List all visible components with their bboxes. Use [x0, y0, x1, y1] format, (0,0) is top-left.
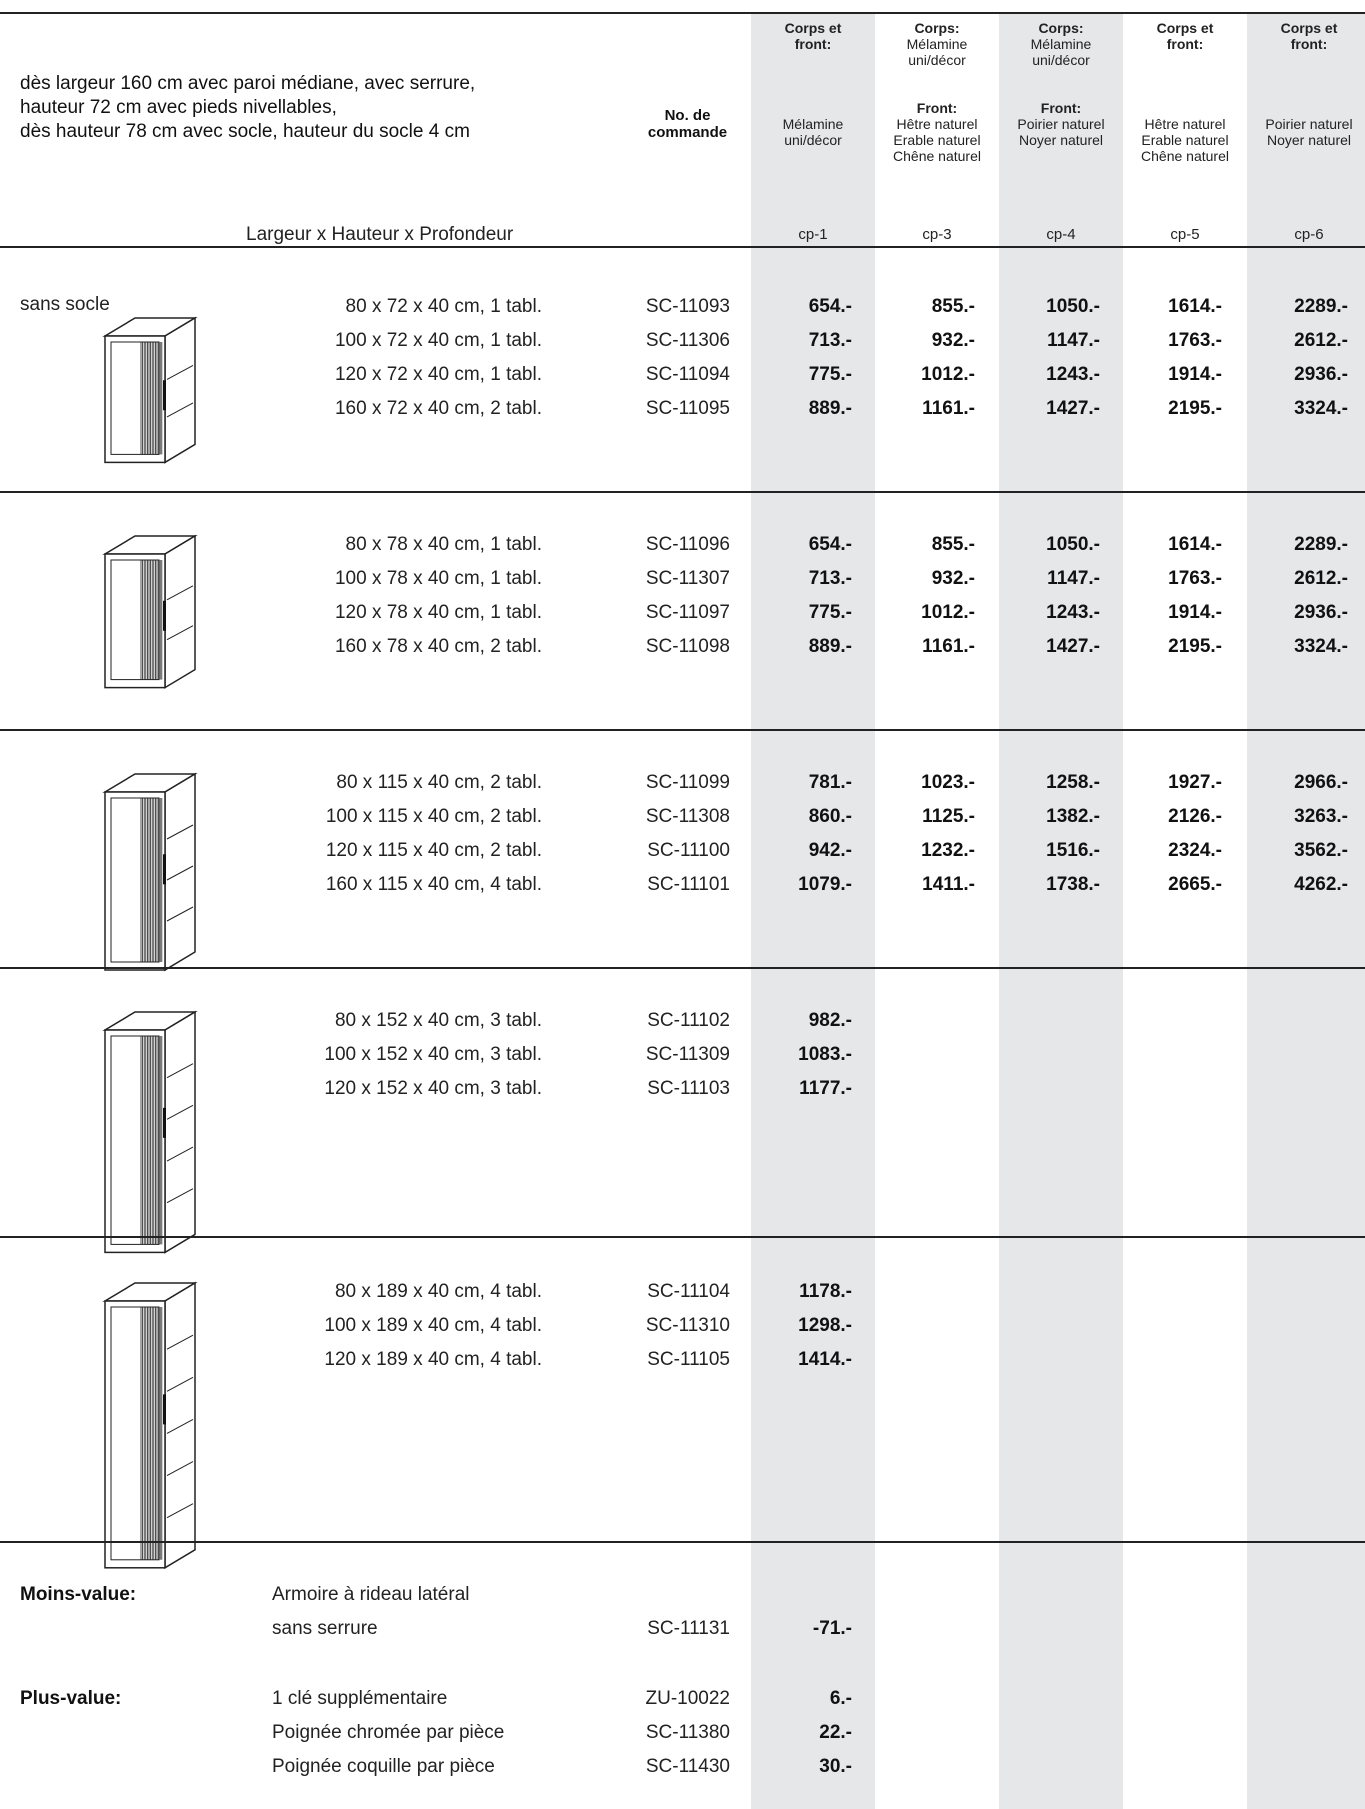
price-cell: 781.-	[808, 772, 852, 793]
dimension-cell: 80 x 152 x 40 cm, 3 tabl.	[334, 1010, 542, 1031]
header-rule	[0, 246, 1365, 248]
column-header-material: Hêtre naturel	[896, 116, 978, 132]
order-number-cell: SC-11095	[645, 398, 730, 419]
price-cell: 1083.-	[798, 1044, 852, 1065]
column-header-cp-1	[751, 20, 875, 148]
dimension-cell: 100 x 189 x 40 cm, 4 tabl.	[324, 1315, 542, 1336]
price-cell: 855.-	[931, 534, 975, 555]
price-cell: 2324.-	[1168, 840, 1222, 861]
price-cell: 2126.-	[1168, 806, 1222, 827]
column-header-cp-4	[999, 20, 1123, 148]
dimension-header: Largeur x Hauteur x Profondeur	[246, 224, 514, 245]
price-cell: 1243.-	[1046, 364, 1100, 385]
price-cell: 1411.-	[922, 874, 975, 895]
price-cell: 1258.-	[1046, 772, 1100, 793]
price-cell: 1178.-	[799, 1281, 852, 1302]
dimension-cell: 80 x 72 x 40 cm, 1 tabl.	[345, 296, 542, 317]
price-cell: 1012.-	[921, 364, 975, 385]
order-number-cell: SC-11093	[645, 296, 730, 317]
order-number-cell: SC-11310	[645, 1315, 730, 1336]
column-code: cp-6	[1294, 226, 1324, 243]
column-header-cp-6	[1247, 20, 1365, 148]
minus-value-desc: sans serrure	[272, 1618, 378, 1639]
price-cell: 1079.-	[798, 874, 852, 895]
column-header-material: Hêtre naturel	[1144, 116, 1226, 132]
dimension-cell: 100 x 152 x 40 cm, 3 tabl.	[324, 1044, 542, 1065]
spacer	[875, 68, 999, 100]
column-header-title: front:	[1290, 36, 1328, 52]
price-cell: 713.-	[808, 330, 852, 351]
cabinet-illustration	[100, 770, 200, 988]
price-cell: 1914.-	[1168, 364, 1222, 385]
dimension-cell: 160 x 72 x 40 cm, 2 tabl.	[334, 398, 542, 419]
cabinet-illustration	[100, 1008, 200, 1270]
price-cell: 889.-	[808, 636, 852, 657]
price-cell: 1427.-	[1046, 636, 1100, 657]
cabinet-illustration	[100, 532, 200, 706]
column-code: cp-3	[922, 226, 952, 243]
price-cell: 1738.-	[1046, 874, 1100, 895]
minus-value-desc: Armoire à rideau latéral	[272, 1584, 470, 1605]
column-shade-cp-1	[751, 14, 875, 1809]
section-rule	[0, 491, 1365, 493]
column-header-title: Corps et	[1280, 20, 1338, 36]
column-header-front: Front:	[916, 100, 958, 116]
order-number-cell: SC-11307	[645, 568, 730, 589]
price-cell: 1125.-	[922, 806, 975, 827]
price-cell: 2665.-	[1168, 874, 1222, 895]
column-header-title: Corps:	[914, 20, 960, 36]
column-header-material: Poirier naturel	[1017, 116, 1105, 132]
dimension-cell: 100 x 78 x 40 cm, 1 tabl.	[334, 568, 542, 589]
column-header-cp-5	[1123, 20, 1247, 164]
column-header-body: Mélamine	[1030, 36, 1092, 52]
price-cell: 4262.-	[1294, 874, 1348, 895]
column-header-cp-3	[875, 20, 999, 164]
spacer	[1123, 52, 1247, 116]
order-number-cell: ZU-10022	[645, 1688, 730, 1709]
price-cell: 2612.-	[1294, 568, 1348, 589]
price-cell: 1023.-	[921, 772, 975, 793]
price-cell: 22.-	[819, 1722, 852, 1743]
column-header-title: front:	[794, 36, 832, 52]
order-number-cell: SC-11100	[647, 840, 730, 861]
price-cell: 1050.-	[1046, 296, 1100, 317]
price-cell: 2936.-	[1294, 602, 1348, 623]
price-cell: 1914.-	[1168, 602, 1222, 623]
order-number-cell: SC-11103	[647, 1078, 730, 1099]
price-cell: 1763.-	[1168, 330, 1222, 351]
dimension-cell: 80 x 189 x 40 cm, 4 tabl.	[334, 1281, 542, 1302]
price-cell: 2612.-	[1294, 330, 1348, 351]
column-header-title: front:	[1166, 36, 1204, 52]
price-cell: 942.-	[808, 840, 852, 861]
dimension-cell: 120 x 152 x 40 cm, 3 tabl.	[324, 1078, 542, 1099]
price-cell: 1763.-	[1168, 568, 1222, 589]
spacer	[999, 68, 1123, 100]
price-cell: 2195.-	[1168, 398, 1222, 419]
dimension-cell: 120 x 72 x 40 cm, 1 tabl.	[334, 364, 542, 385]
plus-value-desc: Poignée chromée par pièce	[272, 1722, 505, 1743]
section-rule	[0, 1236, 1365, 1238]
order-number-cell: SC-11105	[647, 1349, 730, 1370]
price-cell: 775.-	[808, 602, 852, 623]
price-cell: 1243.-	[1046, 602, 1100, 623]
dimension-cell: 100 x 115 x 40 cm, 2 tabl.	[325, 806, 542, 827]
price-cell: -71.-	[812, 1618, 852, 1639]
column-code: cp-5	[1170, 226, 1200, 243]
intro-line: dès hauteur 78 cm avec socle, hauteur du socle 4 cm	[20, 121, 470, 142]
column-header-material: Chêne naturel	[1141, 148, 1229, 164]
column-header-title: Corps et	[1156, 20, 1214, 36]
column-code: cp-1	[798, 226, 828, 243]
price-cell: 1147.-	[1047, 568, 1100, 589]
cabinet-illustration	[100, 314, 200, 480]
price-cell: 1050.-	[1046, 534, 1100, 555]
price-cell: 3324.-	[1294, 398, 1348, 419]
price-cell: 855.-	[931, 296, 975, 317]
order-number-cell: SC-11104	[647, 1281, 730, 1302]
price-cell: 932.-	[931, 568, 975, 589]
order-number-cell: SC-11380	[645, 1722, 730, 1743]
dimension-cell: 120 x 115 x 40 cm, 2 tabl.	[325, 840, 542, 861]
order-number-cell: SC-11430	[645, 1756, 730, 1777]
price-cell: 1516.-	[1046, 840, 1100, 861]
price-cell: 2195.-	[1168, 636, 1222, 657]
column-header-material: Erable naturel	[1141, 132, 1229, 148]
top-rule	[0, 12, 1365, 14]
section-rule	[0, 967, 1365, 969]
price-cell: 1147.-	[1047, 330, 1100, 351]
dimension-cell: 80 x 78 x 40 cm, 1 tabl.	[345, 534, 542, 555]
intro-line: dès largeur 160 cm avec paroi médiane, avec serrure,	[20, 73, 476, 94]
section-rule	[0, 1541, 1365, 1543]
price-cell: 1177.-	[799, 1078, 852, 1099]
section-label: sans socle	[20, 294, 110, 315]
order-number-cell: SC-11098	[645, 636, 730, 657]
intro-line: hauteur 72 cm avec pieds nivellables,	[20, 97, 337, 118]
intro-text	[20, 72, 620, 144]
minus-value-label: Moins-value:	[20, 1584, 137, 1605]
dimension-cell: 120 x 189 x 40 cm, 4 tabl.	[324, 1349, 542, 1370]
column-header-title: Corps et	[784, 20, 842, 36]
dimension-cell: 160 x 115 x 40 cm, 4 tabl.	[325, 874, 542, 895]
column-shade-cp-6	[1247, 14, 1365, 1809]
order-number-cell: SC-11096	[645, 534, 730, 555]
column-header-material: uni/décor	[784, 132, 842, 148]
column-header-material: Erable naturel	[893, 132, 981, 148]
price-cell: 1161.-	[922, 636, 975, 657]
price-cell: 30.-	[819, 1756, 852, 1777]
column-header-material: Noyer naturel	[1018, 132, 1104, 148]
column-header-body: Mélamine	[906, 36, 968, 52]
column-code: cp-4	[1046, 226, 1076, 243]
price-cell: 654.-	[808, 296, 852, 317]
column-header-material: Chêne naturel	[893, 148, 981, 164]
dimension-cell: 80 x 115 x 40 cm, 2 tabl.	[336, 772, 542, 793]
price-cell: 2289.-	[1294, 534, 1348, 555]
order-number-cell: SC-11309	[645, 1044, 730, 1065]
order-number-cell: SC-11101	[647, 874, 730, 895]
price-cell: 1232.-	[921, 840, 975, 861]
column-header-body: uni/décor	[908, 52, 966, 68]
column-header-title: Corps:	[1038, 20, 1084, 36]
order-number-cell: SC-11308	[645, 806, 730, 827]
plus-value-desc: 1 clé supplémentaire	[272, 1688, 448, 1709]
spacer	[1247, 52, 1365, 116]
price-cell: 6.-	[829, 1688, 852, 1709]
price-cell: 1427.-	[1046, 398, 1100, 419]
price-cell: 654.-	[808, 534, 852, 555]
price-cell: 1161.-	[922, 398, 975, 419]
price-cell: 2936.-	[1294, 364, 1348, 385]
price-cell: 3324.-	[1294, 636, 1348, 657]
price-cell: 3263.-	[1294, 806, 1348, 827]
order-number-header: No. de commande	[647, 107, 728, 141]
price-cell: 1614.-	[1168, 296, 1222, 317]
price-cell: 1927.-	[1168, 772, 1222, 793]
price-cell: 889.-	[808, 398, 852, 419]
cabinet-illustration	[100, 1279, 200, 1586]
column-header-body: uni/décor	[1032, 52, 1090, 68]
column-shade-cp-4	[999, 14, 1123, 1809]
plus-value-desc: Poignée coquille par pièce	[272, 1756, 495, 1777]
price-cell: 775.-	[808, 364, 852, 385]
column-header-front: Front:	[1040, 100, 1082, 116]
price-cell: 1382.-	[1046, 806, 1100, 827]
price-cell: 1414.-	[798, 1349, 852, 1370]
dimension-cell: 120 x 78 x 40 cm, 1 tabl.	[334, 602, 542, 623]
price-cell: 982.-	[808, 1010, 852, 1031]
price-cell: 1012.-	[921, 602, 975, 623]
plus-value-label: Plus-value:	[20, 1688, 122, 1709]
order-number-cell: SC-11099	[645, 772, 730, 793]
price-cell: 3562.-	[1294, 840, 1348, 861]
price-cell: 860.-	[808, 806, 852, 827]
order-number-cell: SC-11102	[647, 1010, 730, 1031]
column-header-material: Mélamine	[782, 116, 844, 132]
price-cell: 713.-	[808, 568, 852, 589]
order-number-cell: SC-11131	[647, 1618, 730, 1639]
dimension-cell: 100 x 72 x 40 cm, 1 tabl.	[334, 330, 542, 351]
price-cell: 2966.-	[1294, 772, 1348, 793]
price-cell: 1614.-	[1168, 534, 1222, 555]
price-cell: 932.-	[931, 330, 975, 351]
spacer	[751, 52, 875, 116]
price-cell: 2289.-	[1294, 296, 1348, 317]
column-header-material: Noyer naturel	[1266, 132, 1352, 148]
section-rule	[0, 729, 1365, 731]
order-number-cell: SC-11094	[645, 364, 730, 385]
column-header-material: Poirier naturel	[1265, 116, 1353, 132]
order-number-cell: SC-11306	[645, 330, 730, 351]
dimension-cell: 160 x 78 x 40 cm, 2 tabl.	[334, 636, 542, 657]
price-cell: 1298.-	[798, 1315, 852, 1336]
order-number-cell: SC-11097	[645, 602, 730, 623]
